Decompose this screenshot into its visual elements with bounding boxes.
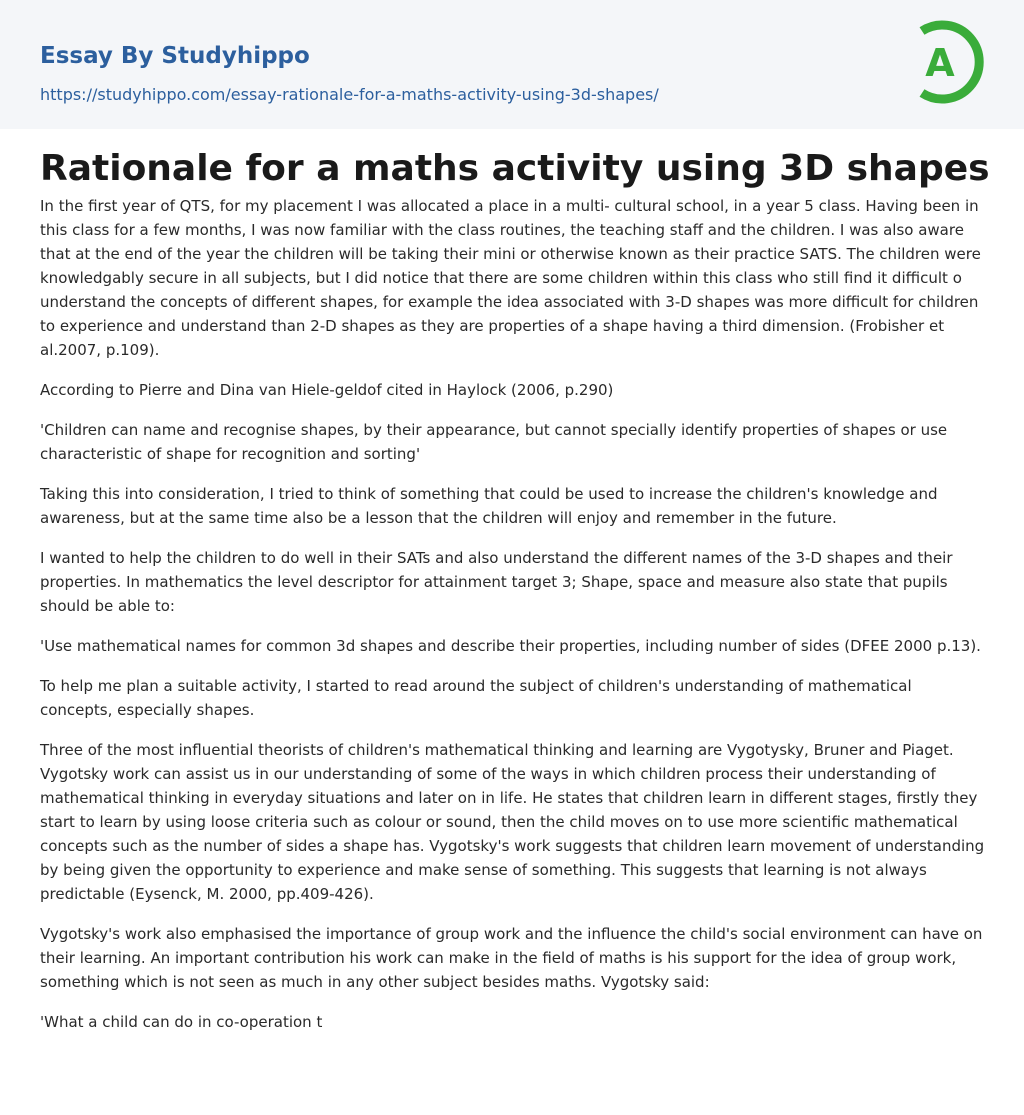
paragraph: Three of the most influential theorists of children's mathematical thinking and learning are Vygotysky, Bruner and Piaget. Vygotsky work can assist us in our understanding of some of the ways in which children process their understanding of mathematical thinking in everyday situations and later on in life. He states that children learn in different stages, firstly they start to learn by using loose criteria such as colour or sound, then the child moves on to use more scientific mathematical concepts such as the number of sides a shape has. Vygotsky's work suggests that children learn movement of understanding by being given the opportunity to experience and make sense of something. This suggests that learning is not always predictable (Eysenck, M. 2000, pp.409-426).	[40, 741, 985, 903]
paragraph: To help me plan a suitable activity, I started to read around the subject of children's understanding of mathematical concepts, especially shapes.	[40, 677, 912, 719]
essay-body	[40, 194, 986, 1050]
paragraph: 'Children can name and recognise shapes, by their appearance, but cannot specially identify properties of shapes or use characteristic of shape for recognition and sorting'	[40, 421, 948, 463]
page-title: Rationale for a maths activity using 3D shapes	[40, 148, 990, 189]
paragraph: 'What a child can do in co-operation t	[40, 1013, 323, 1031]
logo-letter: A	[925, 41, 955, 85]
paragraph: In the first year of QTS, for my placement I was allocated a place in a multi- cultural school, in a year 5 class. Having been in this class for a few months, I was now familiar with the class routines, the teaching staff and the children. I was also aware that at the end of the year the children will be taking their mini or otherwise known as their practice SATS. The children were knowledgably secure in all subjects, but I did notice that there are some children within this class who still find it difficult o understand the concepts of different shapes, for example the idea associated with 3-D shapes was more difficult for children to experience and understand than 2-D shapes as they are properties of a shape having a third dimension. (Frobisher et al.2007, p.109).	[40, 197, 981, 359]
brand-title[interactable]: Essay By Studyhippo	[40, 43, 310, 69]
paragraph: I wanted to help the children to do well in their SATs and also understand the different names of the 3-D shapes and their properties. In mathematics the level descriptor for attainment target 3; Shape, space and measure also state that pupils should be able to:	[40, 549, 953, 615]
essay-url-link[interactable]: https://studyhippo.com/essay-rationale-for-a-maths-activity-using-3d-shapes/	[40, 85, 659, 104]
paragraph: Vygotsky's work also emphasised the importance of group work and the influence the child's social environment can have on their learning. An important contribution his work can make in the field of maths is his support for the idea of group work, something which is not seen as much in any other subject besides maths. Vygotsky said:	[40, 925, 983, 991]
paragraph: Taking this into consideration, I tried to think of something that could be used to increase the children's knowledge and awareness, but at the same time also be a lesson that the children will enjoy and remember in the future.	[40, 485, 938, 527]
paragraph: 'Use mathematical names for common 3d shapes and describe their properties, including number of sides (DFEE 2000 p.13).	[40, 637, 981, 655]
paragraph: According to Pierre and Dina van Hiele-geldof cited in Haylock (2006, p.290)	[40, 381, 614, 399]
